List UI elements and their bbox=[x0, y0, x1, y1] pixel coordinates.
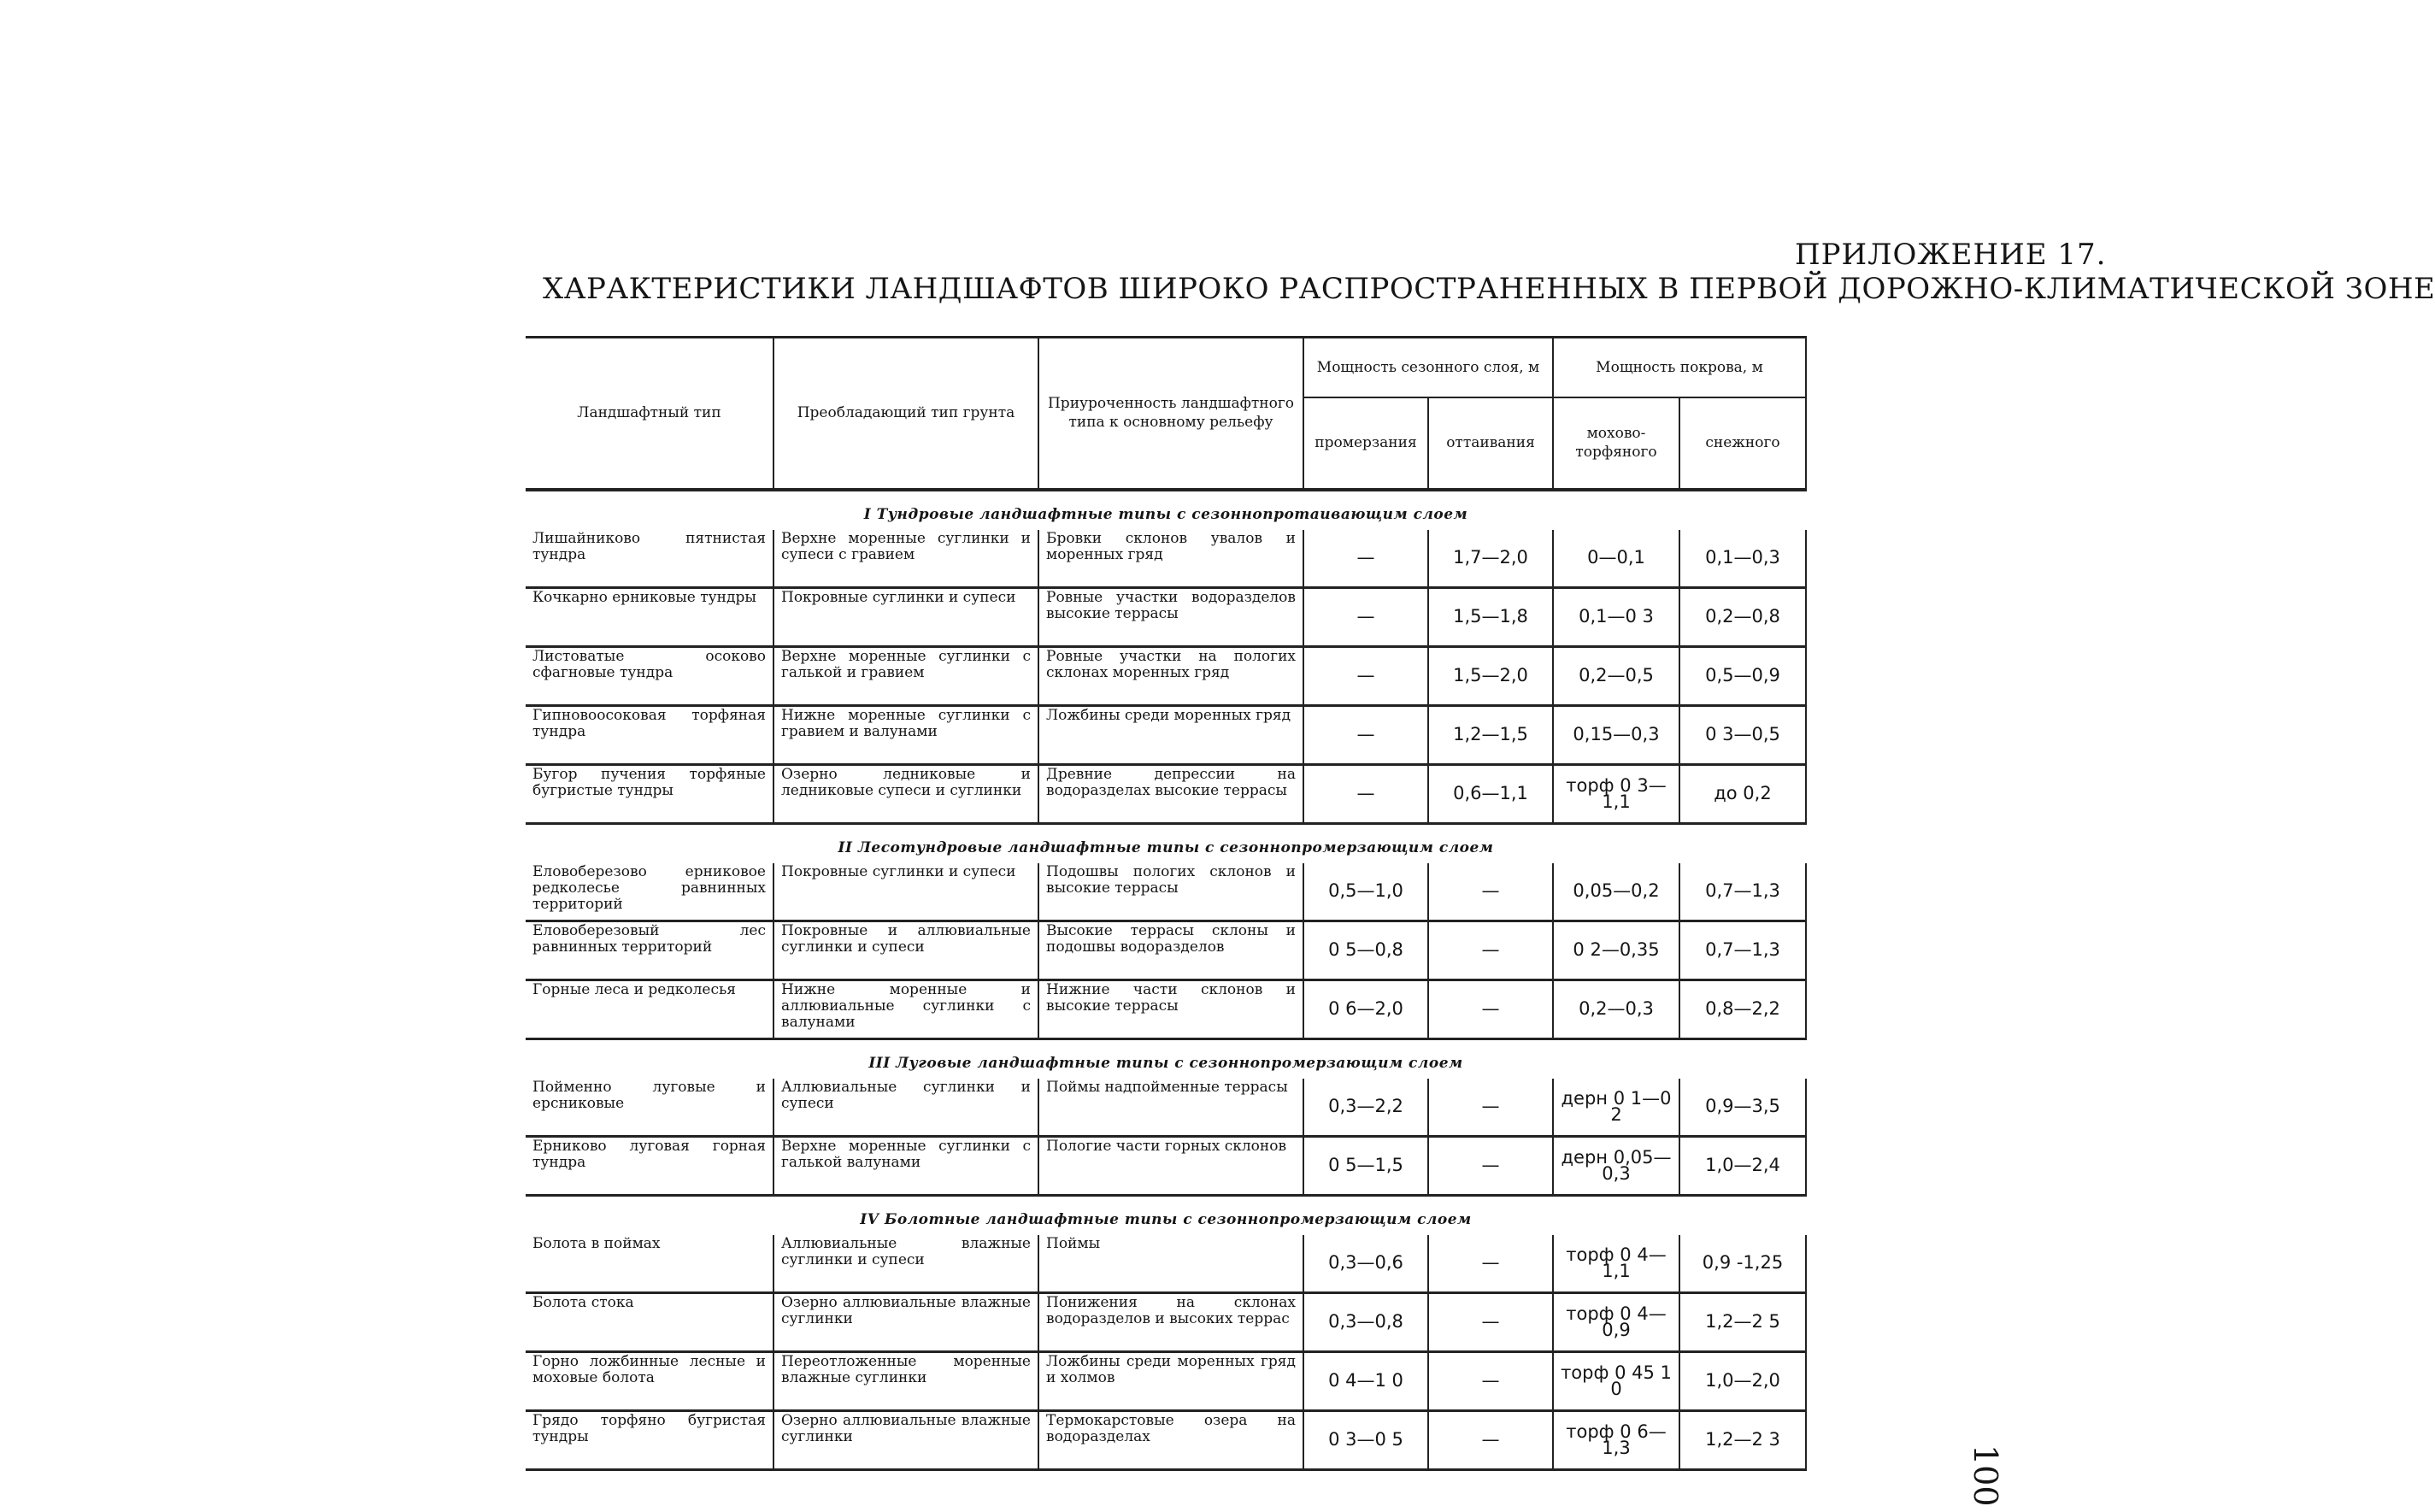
soil-cell: Переотложенные моренные влажные суглинки bbox=[773, 1351, 1038, 1410]
freezing-cell: — bbox=[1303, 646, 1428, 705]
snow-cell: 0,1—0,3 bbox=[1679, 530, 1806, 588]
thawing-cell: — bbox=[1428, 1136, 1553, 1195]
snow-cell: 0,9—3,5 bbox=[1679, 1079, 1806, 1137]
moss-peat-cell: 0—0,1 bbox=[1553, 530, 1679, 588]
landscape-type-cell: Лишайниково пятнистая тундра bbox=[526, 530, 773, 588]
table-row bbox=[526, 1136, 1806, 1195]
soil-cell: Верхне моренные суглинки и супеси с гравием bbox=[773, 530, 1038, 588]
landscape-type-cell: Болота стока bbox=[526, 1292, 773, 1351]
relief-cell: Бровки склонов увалов и моренных гряд bbox=[1038, 530, 1303, 588]
freezing-cell: 0 5—1,5 bbox=[1303, 1136, 1428, 1195]
landscape-type-cell: Бугор пучения торфяные бугристые тундры bbox=[526, 764, 773, 823]
relief-cell: Подошвы пологих склонов и высокие террасы bbox=[1038, 863, 1303, 921]
relief-cell: Древние депрессии на водоразделах высокие террасы bbox=[1038, 764, 1303, 823]
table-row bbox=[526, 587, 1806, 646]
table-body bbox=[526, 490, 1806, 1470]
freezing-cell: — bbox=[1303, 530, 1428, 588]
header-thawing: оттаивания bbox=[1428, 397, 1553, 490]
moss-peat-cell: торф 0 6—1,3 bbox=[1553, 1410, 1679, 1469]
thawing-cell: — bbox=[1428, 921, 1553, 980]
freezing-cell: 0,5—1,0 bbox=[1303, 863, 1428, 921]
soil-cell: Аллювиальные суглинки и супеси bbox=[773, 1079, 1038, 1137]
page-number: 100 bbox=[1967, 1444, 2004, 1507]
moss-peat-cell: торф 0 4—0,9 bbox=[1553, 1292, 1679, 1351]
landscape-type-cell: Горные леса и редколесья bbox=[526, 980, 773, 1038]
soil-cell: Покровные суглинки и супеси bbox=[773, 587, 1038, 646]
landscape-type-cell: Листоватые осоково сфагновые тундра bbox=[526, 646, 773, 705]
snow-cell: 1,2—2 3 bbox=[1679, 1410, 1806, 1469]
freezing-cell: 0,3—0,6 bbox=[1303, 1235, 1428, 1293]
freezing-cell: — bbox=[1303, 764, 1428, 823]
soil-cell: Озерно аллювиальные влажные суглинки bbox=[773, 1292, 1038, 1351]
table-row bbox=[526, 705, 1806, 764]
thawing-cell: — bbox=[1428, 1235, 1553, 1293]
freezing-cell: — bbox=[1303, 705, 1428, 764]
landscape-type-cell: Болота в поймах bbox=[526, 1235, 773, 1293]
snow-cell: 0,2—0,8 bbox=[1679, 587, 1806, 646]
table-row bbox=[526, 1351, 1806, 1410]
landscape-type-cell: Пойменно луговые и ерсниковые bbox=[526, 1079, 773, 1137]
snow-cell: 1,0—2,0 bbox=[1679, 1351, 1806, 1410]
relief-cell: Ложбины среди моренных гряд bbox=[1038, 705, 1303, 764]
thawing-cell: 0,6—1,1 bbox=[1428, 764, 1553, 823]
moss-peat-cell: 0,2—0,5 bbox=[1553, 646, 1679, 705]
soil-cell: Нижне моренные суглинки с гравием и валунами bbox=[773, 705, 1038, 764]
snow-cell: 1,2—2 5 bbox=[1679, 1292, 1806, 1351]
snow-cell: 0,7—1,3 bbox=[1679, 863, 1806, 921]
section-title: II Лесотундровые ландшафтные типы с сезоннопромерзающим слоем bbox=[838, 838, 1494, 856]
moss-peat-cell: 0,1—0 3 bbox=[1553, 587, 1679, 646]
relief-cell: Ровные участки на пологих склонах моренных гряд bbox=[1038, 646, 1303, 705]
moss-peat-cell: 0,15—0,3 bbox=[1553, 705, 1679, 764]
moss-peat-cell: торф 0 4—1,1 bbox=[1553, 1235, 1679, 1293]
header-moss-peat: мохово-торфяного bbox=[1553, 397, 1679, 490]
soil-cell: Верхне моренные суглинки с галькой валунами bbox=[773, 1136, 1038, 1195]
snow-cell: 0,7—1,3 bbox=[1679, 921, 1806, 980]
moss-peat-cell: торф 0 45 1 0 bbox=[1553, 1351, 1679, 1410]
thawing-cell: — bbox=[1428, 1410, 1553, 1469]
header-seasonal-layer: Мощность сезонного слоя, м bbox=[1303, 338, 1553, 397]
soil-cell: Покровные и аллювиальные суглинки и супеси bbox=[773, 921, 1038, 980]
appendix-label: ПРИЛОЖЕНИЕ 17. bbox=[1795, 238, 2107, 272]
relief-cell: Ложбины среди моренных гряд и холмов bbox=[1038, 1351, 1303, 1410]
freezing-cell: 0 6—2,0 bbox=[1303, 980, 1428, 1038]
relief-cell: Поймы надпойменные террасы bbox=[1038, 1079, 1303, 1137]
thawing-cell: — bbox=[1428, 1351, 1553, 1410]
table-row bbox=[526, 1235, 1806, 1293]
thawing-cell: — bbox=[1428, 980, 1553, 1038]
landscape-type-cell: Ерниково луговая горная тундра bbox=[526, 1136, 773, 1195]
thawing-cell: 1,2—1,5 bbox=[1428, 705, 1553, 764]
section-heading-row bbox=[526, 490, 1806, 530]
table-row bbox=[526, 921, 1806, 980]
freezing-cell: 0,3—0,8 bbox=[1303, 1292, 1428, 1351]
table-row bbox=[526, 646, 1806, 705]
moss-peat-cell: дерн 0,05—0,3 bbox=[1553, 1136, 1679, 1195]
moss-peat-cell: дерн 0 1—0 2 bbox=[1553, 1079, 1679, 1137]
soil-cell: Покровные суглинки и супеси bbox=[773, 863, 1038, 921]
relief-cell: Пологие части горных склонов bbox=[1038, 1136, 1303, 1195]
landscape-table bbox=[526, 336, 1807, 1471]
section-heading-row bbox=[526, 1195, 1806, 1235]
relief-cell: Нижние части склонов и высокие террасы bbox=[1038, 980, 1303, 1038]
snow-cell: 0,8—2,2 bbox=[1679, 980, 1806, 1038]
thawing-cell: 1,5—1,8 bbox=[1428, 587, 1553, 646]
section-title: III Луговые ландшафтные типы с сезоннопромерзающим слоем bbox=[868, 1054, 1463, 1072]
relief-cell: Понижения на склонах водоразделов и высоких террас bbox=[1038, 1292, 1303, 1351]
soil-cell: Озерно аллювиальные влажные суглинки bbox=[773, 1410, 1038, 1469]
freezing-cell: 0 4—1 0 bbox=[1303, 1351, 1428, 1410]
header-soil: Преобладающий тип грунта bbox=[773, 338, 1038, 490]
thawing-cell: — bbox=[1428, 863, 1553, 921]
table-row bbox=[526, 764, 1806, 823]
table-row bbox=[526, 1292, 1806, 1351]
freezing-cell: 0 5—0,8 bbox=[1303, 921, 1428, 980]
header-freezing: промерзания bbox=[1303, 397, 1428, 490]
freezing-cell: 0 3—0 5 bbox=[1303, 1410, 1428, 1469]
landscape-type-cell: Горно ложбинные лесные и моховые болота bbox=[526, 1351, 773, 1410]
snow-cell: 0 3—0,5 bbox=[1679, 705, 1806, 764]
landscape-type-cell: Кочкарно ерниковые тундры bbox=[526, 587, 773, 646]
section-heading-row bbox=[526, 1038, 1806, 1079]
relief-cell: Поймы bbox=[1038, 1235, 1303, 1293]
section-title: I Тундровые ландшафтные типы с сезоннопротаивающим слоем bbox=[863, 505, 1468, 523]
snow-cell: 0,9 -1,25 bbox=[1679, 1235, 1806, 1293]
landscape-type-cell: Еловоберезовый лес равнинных территорий bbox=[526, 921, 773, 980]
moss-peat-cell: 0,2—0,3 bbox=[1553, 980, 1679, 1038]
section-title: IV Болотные ландшафтные типы с сезоннопромерзающим слоем bbox=[860, 1210, 1472, 1228]
landscape-type-cell: Гипновоосоковая торфяная тундра bbox=[526, 705, 773, 764]
snow-cell: 0,5—0,9 bbox=[1679, 646, 1806, 705]
snow-cell: до 0,2 bbox=[1679, 764, 1806, 823]
moss-peat-cell: 0,05—0,2 bbox=[1553, 863, 1679, 921]
freezing-cell: — bbox=[1303, 587, 1428, 646]
moss-peat-cell: торф 0 3—1,1 bbox=[1553, 764, 1679, 823]
section-heading-row bbox=[526, 823, 1806, 863]
soil-cell: Аллювиальные влажные суглинки и супеси bbox=[773, 1235, 1038, 1293]
header-cover: Мощность покрова, м bbox=[1553, 338, 1806, 397]
header-relief: Приуроченность ландшафтного типа к основному рельефу bbox=[1038, 338, 1303, 490]
landscape-type-cell: Еловоберезово ерниковое редколесье равнинных территорий bbox=[526, 863, 773, 921]
relief-cell: Ровные участки водоразделов высокие террасы bbox=[1038, 587, 1303, 646]
relief-cell: Высокие террасы склоны и подошвы водоразделов bbox=[1038, 921, 1303, 980]
table-row bbox=[526, 1410, 1806, 1469]
soil-cell: Верхне моренные суглинки с галькой и гравием bbox=[773, 646, 1038, 705]
thawing-cell: — bbox=[1428, 1079, 1553, 1137]
landscape-type-cell: Грядо торфяно бугристая тундры bbox=[526, 1410, 773, 1469]
table-row bbox=[526, 1079, 1806, 1137]
table-row bbox=[526, 980, 1806, 1038]
freezing-cell: 0,3—2,2 bbox=[1303, 1079, 1428, 1137]
snow-cell: 1,0—2,4 bbox=[1679, 1136, 1806, 1195]
thawing-cell: 1,7—2,0 bbox=[1428, 530, 1553, 588]
relief-cell: Термокарстовые озера на водоразделах bbox=[1038, 1410, 1303, 1469]
table-row bbox=[526, 530, 1806, 588]
soil-cell: Озерно ледниковые и ледниковые супеси и суглинки bbox=[773, 764, 1038, 823]
moss-peat-cell: 0 2—0,35 bbox=[1553, 921, 1679, 980]
thawing-cell: 1,5—2,0 bbox=[1428, 646, 1553, 705]
soil-cell: Нижне моренные и аллювиальные суглинки с валунами bbox=[773, 980, 1038, 1038]
header-snow: снежного bbox=[1679, 397, 1806, 490]
thawing-cell: — bbox=[1428, 1292, 1553, 1351]
document-title: ХАРАКТЕРИСТИКИ ЛАНДШАФТОВ ШИРОКО РАСПРОСТРАНЕННЫХ В ПЕРВОЙ ДОРОЖНО-КЛИМАТИЧЕСКОЙ ЗОНЕ bbox=[543, 272, 2435, 306]
table-header bbox=[526, 338, 1806, 490]
table-row bbox=[526, 863, 1806, 921]
header-landscape-type: Ландшафтный тип bbox=[526, 338, 773, 490]
